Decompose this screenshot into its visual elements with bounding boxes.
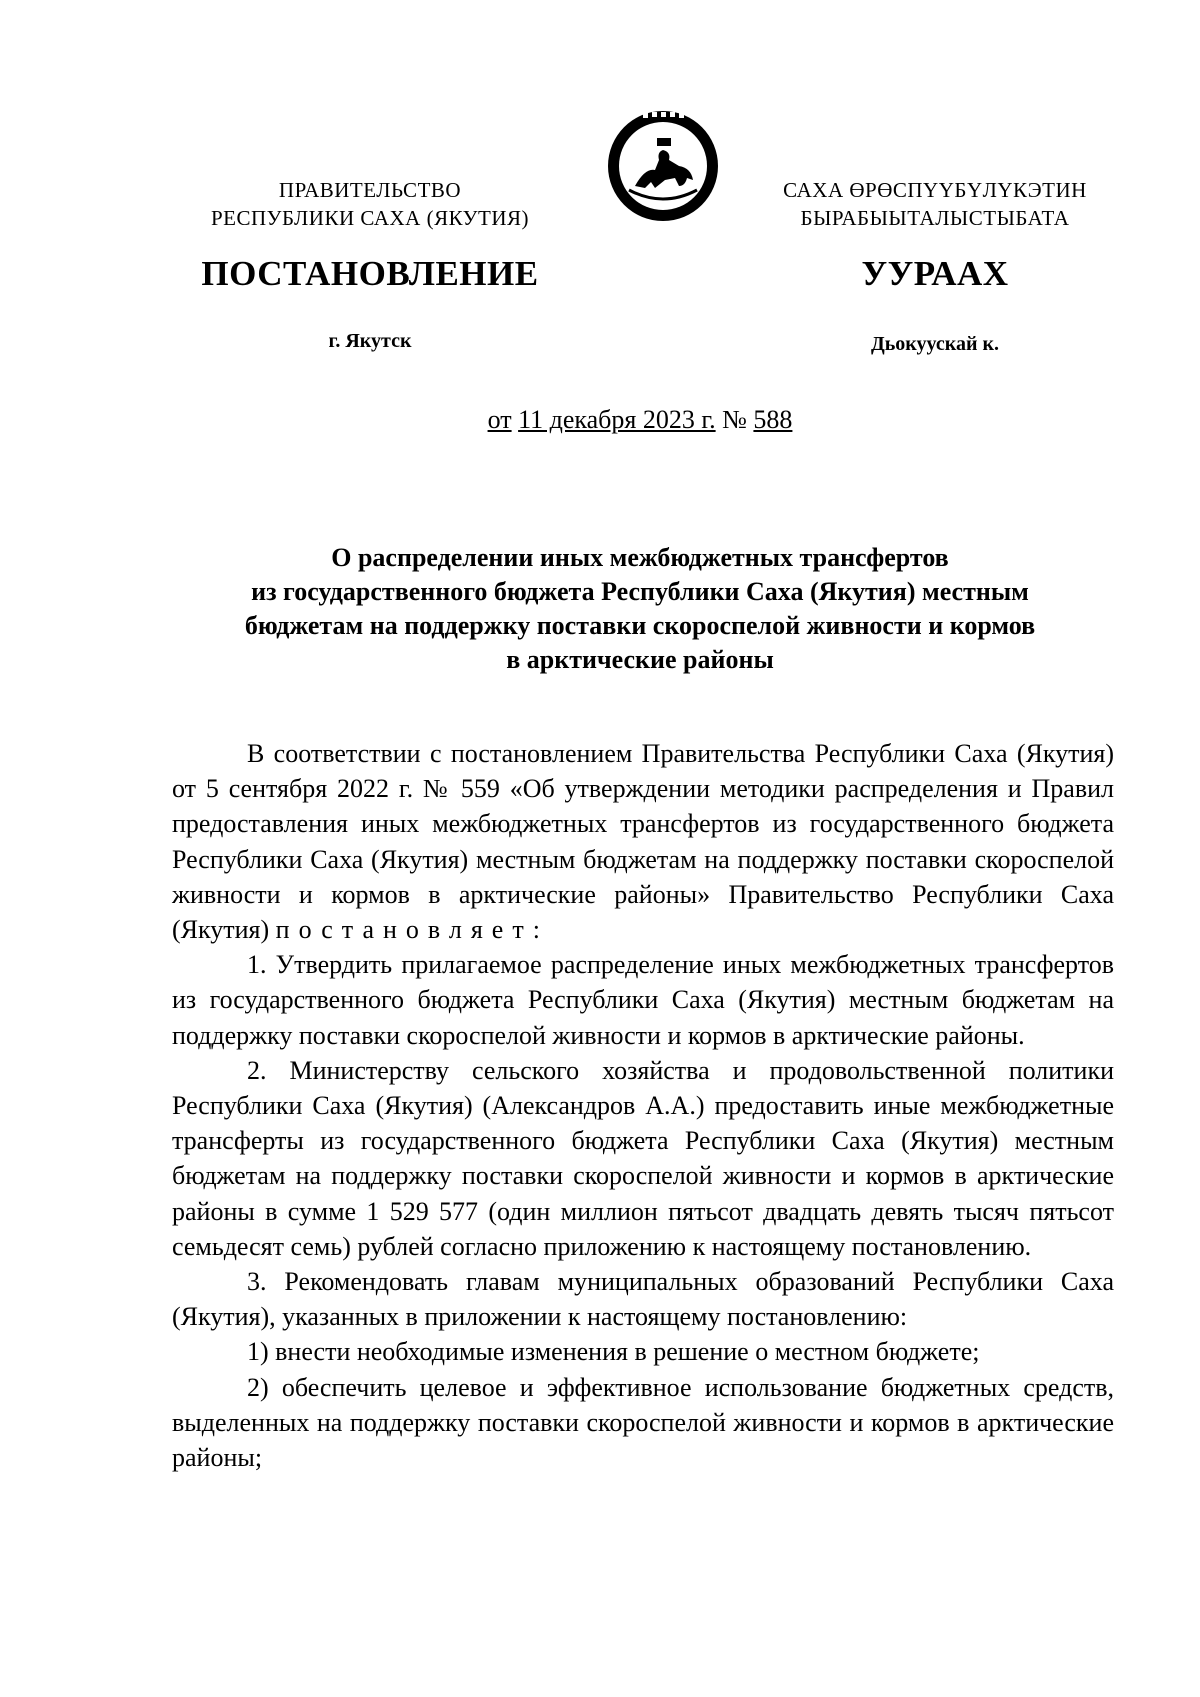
document-body	[172, 736, 1114, 1475]
header-line: ПРАВИТЕЛЬСТВО	[278, 178, 462, 202]
preamble-text: В соответствии с постановлением Правительства Республики Саха (Якутия) от 5 сентября 2022 г. № 559 «Об утверждении методики распределения и Правил предоставления иных межбюджетных трансфертов из государственного бюджета Республики Саха (Якутия) местным бюджетам на поддержку поставки скороспелой живности и кормов в арктические районы» Правительство Республики Саха (Якутия)	[172, 739, 1114, 945]
sakha-coat-of-arms-icon	[605, 108, 721, 224]
title-line: О распределении иных межбюджетных трансфертов	[331, 543, 949, 572]
paragraph-1: 1. Утвердить прилагаемое распределение иных межбюджетных трансфертов из государственного бюджета Республики Саха (Якутия) местным бюджетам на поддержку поставки скороспелой живности и кормов в арктические районы.	[172, 950, 1114, 1050]
date-number-line	[0, 405, 1200, 435]
header-line: РЕСПУБЛИКИ САХА (ЯКУТИЯ)	[210, 206, 530, 230]
doc-type-title-ru: ПОСТАНОВЛЕНИЕ	[201, 254, 539, 293]
header-line: САХА ӨРӨСПҮҮБҮЛҮКЭТИН	[783, 178, 1087, 202]
preamble-paragraph: В соответствии с постановлением Правительства Республики Саха (Якутия) от 5 сентября 2022 г. № 559 «Об утверждении методики распределения и Правил предоставления иных межбюджетных трансфертов из государственного бюджета Республики Саха (Якутия) местным бюджетам на поддержку поставки скороспелой живности и кормов в арктические районы» Правительство Республики Саха (Якутия) постановляет:	[172, 739, 1114, 945]
city-sakha: Дьокуускай к.	[870, 333, 1000, 355]
title-line: в арктические районы	[506, 645, 774, 674]
date-value: 11 декабря 2023 г.	[518, 405, 716, 434]
doc-type-title-sakha: УУРААХ	[861, 254, 1009, 293]
date-prefix: от	[487, 405, 512, 434]
decree-word: постановляет	[275, 915, 533, 945]
government-header-sakha	[735, 176, 1135, 232]
title-line: бюджетам на поддержку поставки скороспелой живности и кормов	[244, 611, 1036, 640]
document-title	[170, 541, 1110, 677]
paragraph-2: 2. Министерству сельского хозяйства и продовольственной политики Республики Саха (Якутия) (Александров А.А.) предоставить иные межбюджетные трансферты из государственного бюджета Республики Саха (Якутия) местным бюджетам на поддержку поставки скороспелой живности и кормов в арктические районы в сумме 1 529 577 (один миллион пятьсот двадцать девять тысяч пятьсот семьдесят семь) рублей согласно приложению к настоящему постановлению.	[172, 1055, 1114, 1261]
government-header-ru	[150, 176, 590, 232]
city-ru: г. Якутск	[328, 330, 412, 352]
header-line: БЫРАБЫЫТАЛЫСТЫБАТА	[800, 206, 1070, 230]
paragraph-3: 3. Рекомендовать главам муниципальных образований Республики Саха (Якутия), указанных в приложении к настоящему постановлению:	[172, 1267, 1114, 1332]
document-number: 588	[753, 405, 793, 434]
title-line: из государственного бюджета Республики Саха (Якутия) местным	[251, 577, 1029, 606]
paragraph-3-2: 2) обеспечить целевое и эффективное использование бюджетных средств, выделенных на поддержку поставки скороспелой живности и кормов в арктические районы;	[172, 1372, 1114, 1473]
number-sign: №	[722, 405, 747, 434]
paragraph-3-1: 1) внести необходимые изменения в решение о местном бюджете;	[247, 1337, 980, 1367]
